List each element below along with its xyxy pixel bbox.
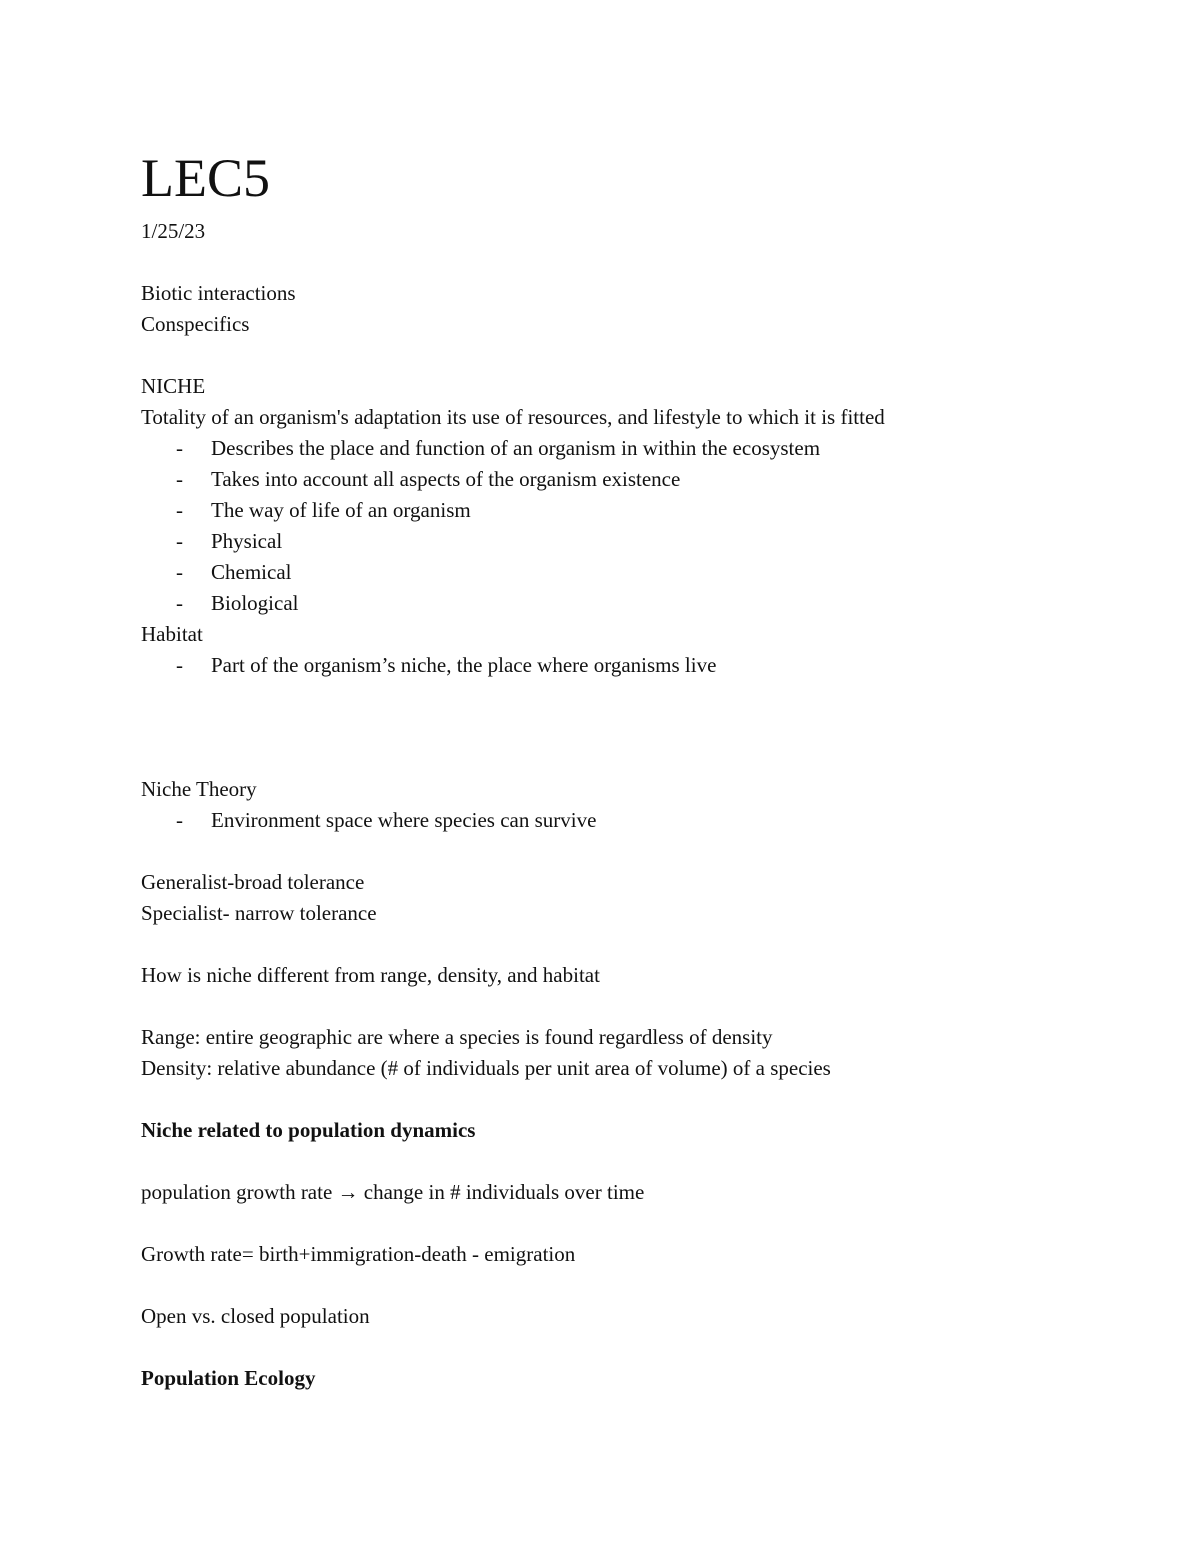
spacer xyxy=(141,743,1101,774)
document-page xyxy=(141,146,1101,1394)
growth-rate-line: population growth rate → change in # individuals over time xyxy=(141,1180,645,1204)
bullet-dash: - xyxy=(176,591,183,615)
tolerance-line: Generalist-broad tolerance xyxy=(141,870,365,894)
spacer xyxy=(141,1332,1101,1363)
niche-bullet xyxy=(141,588,1101,619)
document-title: LEC5 xyxy=(141,148,270,208)
spacer xyxy=(141,929,1101,960)
spacer xyxy=(141,247,1101,278)
spacer xyxy=(141,836,1101,867)
niche-bullet xyxy=(141,495,1101,526)
bullet-dash: - xyxy=(176,529,183,553)
bullet-dash: - xyxy=(176,653,183,677)
bullet-text: Part of the organism’s niche, the place where organisms live xyxy=(211,653,717,677)
niche-bullet xyxy=(141,526,1101,557)
bullet-dash: - xyxy=(176,560,183,584)
habitat-heading: Habitat xyxy=(141,622,203,646)
spacer xyxy=(141,1208,1101,1239)
definition-line: Density: relative abundance (# of individuals per unit area of volume) of a species xyxy=(141,1056,831,1080)
open-closed-line: Open vs. closed population xyxy=(141,1304,370,1328)
population-ecology-heading: Population Ecology xyxy=(141,1366,316,1390)
niche-heading: NICHE xyxy=(141,374,206,398)
question-line: How is niche different from range, density, and habitat xyxy=(141,963,600,987)
niche-theory-bullet xyxy=(141,805,1101,836)
intro-line: Biotic interactions xyxy=(141,281,296,305)
niche-bullet xyxy=(141,433,1101,464)
bullet-text: Environment space where species can survive xyxy=(211,808,597,832)
spacer xyxy=(141,1084,1101,1115)
niche-bullet xyxy=(141,464,1101,495)
habitat-bullet xyxy=(141,650,1101,681)
growth-formula-line: Growth rate= birth+immigration-death - emigration xyxy=(141,1242,576,1266)
bullet-text: Chemical xyxy=(211,560,292,584)
population-dynamics-heading: Niche related to population dynamics xyxy=(141,1118,476,1142)
spacer xyxy=(141,712,1101,743)
bullet-dash: - xyxy=(176,808,183,832)
intro-line: Conspecifics xyxy=(141,312,250,336)
bullet-dash: - xyxy=(176,467,183,491)
bullet-dash: - xyxy=(176,498,183,522)
bullet-text: The way of life of an organism xyxy=(211,498,471,522)
lecture-date: 1/25/23 xyxy=(141,219,206,243)
spacer xyxy=(141,1146,1101,1177)
spacer xyxy=(141,681,1101,712)
bullet-text: Describes the place and function of an organism in within the ecosystem xyxy=(211,436,821,460)
bullet-text: Physical xyxy=(211,529,283,553)
spacer xyxy=(141,340,1101,371)
bullet-dash: - xyxy=(176,436,183,460)
definition-line: Range: entire geographic are where a species is found regardless of density xyxy=(141,1025,773,1049)
bullet-text: Takes into account all aspects of the organism existence xyxy=(211,467,681,491)
spacer xyxy=(141,991,1101,1022)
niche-bullet xyxy=(141,557,1101,588)
bullet-text: Biological xyxy=(211,591,299,615)
tolerance-line: Specialist- narrow tolerance xyxy=(141,901,377,925)
niche-theory-heading: Niche Theory xyxy=(141,777,257,801)
spacer xyxy=(141,1270,1101,1301)
niche-definition: Totality of an organism's adaptation its use of resources, and lifestyle to which it is fitted xyxy=(141,405,885,429)
